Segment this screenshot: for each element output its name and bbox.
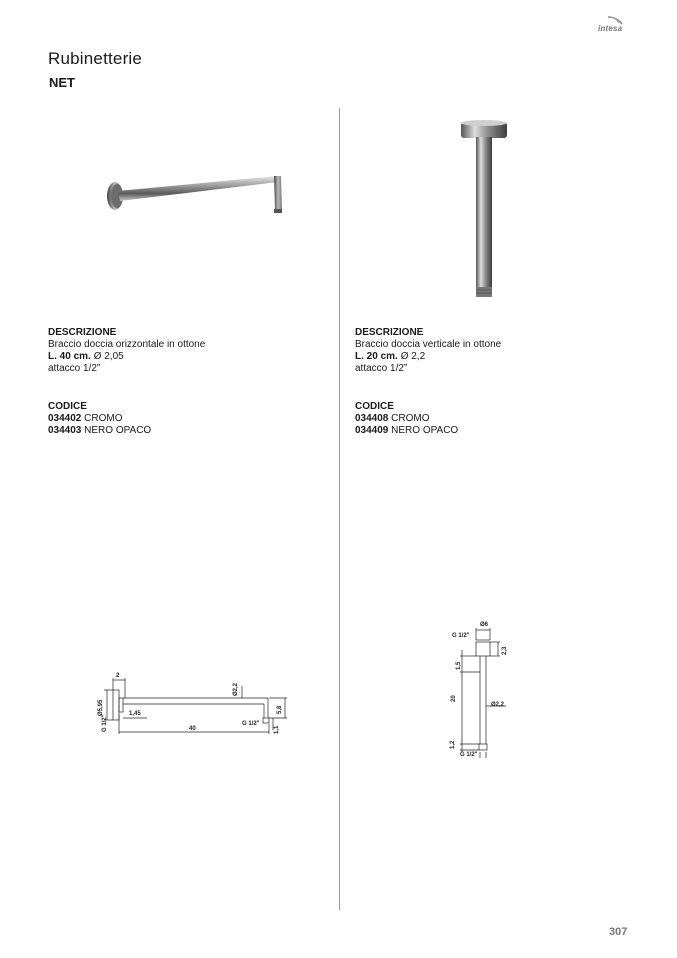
code-row bbox=[355, 425, 458, 437]
dim-arm-diameter: Ø2,2 bbox=[233, 682, 239, 696]
dim-drop-height: 5,8 bbox=[277, 705, 283, 714]
dim-top-width: 2 bbox=[116, 673, 120, 679]
dimensions-line bbox=[355, 351, 501, 363]
dim-length: 20 bbox=[451, 695, 457, 702]
description-heading: DESCRIZIONE bbox=[48, 327, 117, 338]
product-1-description bbox=[48, 327, 205, 375]
page-title: Rubinetterie bbox=[48, 49, 143, 68]
code-number: 034408 bbox=[355, 413, 389, 424]
description-text: Braccio doccia orizzontale in ottone bbox=[48, 339, 206, 350]
code-finish: CROMO bbox=[84, 413, 123, 424]
dim-thread-bottom: G 1/2" bbox=[460, 752, 478, 758]
dim-flange-diameter: Ø6 bbox=[480, 622, 489, 628]
diameter-symbol: Ø bbox=[93, 351, 102, 362]
dimensions-line bbox=[48, 351, 205, 363]
description-heading: DESCRIZIONE bbox=[355, 327, 424, 338]
product-photo-vertical-arm bbox=[458, 119, 510, 301]
connection-text: attacco 1/2” bbox=[355, 363, 408, 374]
page-number: 307 bbox=[609, 926, 628, 938]
description-text: Braccio doccia verticale in ottone bbox=[355, 339, 502, 350]
code-finish: CROMO bbox=[391, 413, 430, 424]
diameter-value: 2,05 bbox=[104, 351, 124, 362]
dim-thread-top: G 1/2" bbox=[452, 633, 470, 639]
code-heading: CODICE bbox=[355, 401, 394, 412]
code-row bbox=[48, 425, 151, 437]
diameter-value: 2,2 bbox=[411, 351, 426, 362]
dim-flange-diameter: Ø5,95 bbox=[98, 699, 104, 716]
diameter-symbol: Ø bbox=[400, 351, 409, 362]
dim-arm-diameter: Ø2,2 bbox=[491, 702, 505, 708]
dim-thread-left: G 1/2" bbox=[102, 714, 108, 732]
column-divider bbox=[339, 108, 340, 910]
technical-drawing-vertical-arm bbox=[440, 616, 520, 762]
dim-length: 40 bbox=[189, 726, 196, 732]
dim-flange-height: 2,3 bbox=[502, 646, 508, 655]
dim-bottom: 1,2 bbox=[450, 740, 456, 749]
code-heading: CODICE bbox=[48, 401, 87, 412]
dim-collar: 1,5 bbox=[456, 661, 462, 670]
code-number: 034402 bbox=[48, 413, 82, 424]
code-row bbox=[48, 413, 151, 425]
product-2-codes bbox=[355, 401, 458, 437]
page-subtitle: NET bbox=[49, 75, 75, 90]
product-1-codes bbox=[48, 401, 151, 437]
length-label: L. 20 cm. bbox=[355, 351, 398, 362]
brand-logo bbox=[598, 16, 632, 36]
code-number: 034409 bbox=[355, 425, 389, 436]
dim-thread-right: G 1/2" bbox=[242, 721, 260, 727]
product-photo-horizontal-arm bbox=[100, 172, 290, 218]
length-label: L. 40 cm. bbox=[48, 351, 91, 362]
brand-logo-text: intesa bbox=[598, 24, 623, 33]
connection-text: attacco 1/2” bbox=[48, 363, 101, 374]
code-finish: NERO OPACO bbox=[391, 425, 459, 436]
code-number: 034403 bbox=[48, 425, 82, 436]
technical-drawing-horizontal-arm bbox=[95, 668, 300, 748]
dim-tip: 1,1 bbox=[274, 725, 280, 734]
product-2-description bbox=[355, 327, 501, 375]
code-finish: NERO OPACO bbox=[84, 425, 152, 436]
code-row bbox=[355, 413, 458, 425]
dim-flange-depth: 1,45 bbox=[129, 711, 141, 717]
